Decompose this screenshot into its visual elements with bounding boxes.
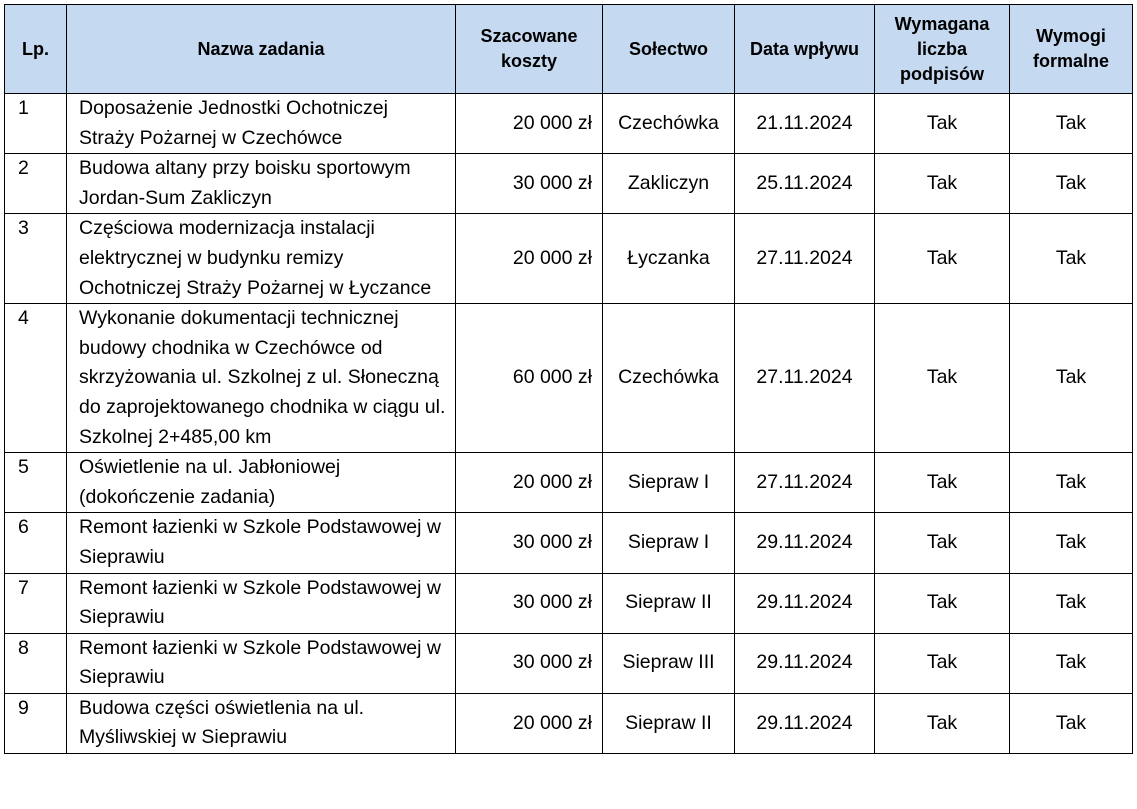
cell-village: Siepraw I — [603, 513, 735, 573]
header-signatures: Wymagana liczba podpisów — [875, 5, 1010, 94]
header-date: Data wpływu — [735, 5, 875, 94]
cell-signatures: Tak — [875, 513, 1010, 573]
cell-signatures: Tak — [875, 154, 1010, 214]
cell-date: 29.11.2024 — [735, 633, 875, 693]
cell-lp: 4 — [5, 304, 67, 453]
cell-formal: Tak — [1010, 304, 1133, 453]
cell-cost: 20 000 zł — [456, 94, 603, 154]
cell-village: Siepraw III — [603, 633, 735, 693]
cell-name: Remont łazienki w Szkole Podstawowej w Sieprawiu — [67, 633, 456, 693]
cell-formal: Tak — [1010, 573, 1133, 633]
header-formal: Wymogi formalne — [1010, 5, 1133, 94]
cell-cost: 20 000 zł — [456, 693, 603, 753]
cell-signatures: Tak — [875, 94, 1010, 154]
cell-cost: 20 000 zł — [456, 453, 603, 513]
cell-cost: 30 000 zł — [456, 633, 603, 693]
cell-name: Częściowa modernizacja instalacji elektrycznej w budynku remizy Ochotniczej Straży Pożarnej w Łyczance — [67, 214, 456, 304]
table-row — [5, 573, 1133, 633]
cell-signatures: Tak — [875, 214, 1010, 304]
cell-village: Czechówka — [603, 94, 735, 154]
cell-name: Budowa części oświetlenia na ul. Myśliwskiej w Sieprawiu — [67, 693, 456, 753]
table-row — [5, 693, 1133, 753]
table-row — [5, 304, 1133, 453]
tasks-table — [4, 4, 1133, 754]
cell-date: 25.11.2024 — [735, 154, 875, 214]
cell-signatures: Tak — [875, 304, 1010, 453]
cell-lp: 2 — [5, 154, 67, 214]
cell-signatures: Tak — [875, 573, 1010, 633]
cell-date: 27.11.2024 — [735, 304, 875, 453]
header-lp: Lp. — [5, 5, 67, 94]
cell-name: Remont łazienki w Szkole Podstawowej w Sieprawiu — [67, 573, 456, 633]
cell-cost: 30 000 zł — [456, 513, 603, 573]
cell-lp: 1 — [5, 94, 67, 154]
table-row — [5, 453, 1133, 513]
cell-formal: Tak — [1010, 513, 1133, 573]
cell-lp: 5 — [5, 453, 67, 513]
cell-formal: Tak — [1010, 214, 1133, 304]
cell-lp: 8 — [5, 633, 67, 693]
cell-village: Czechówka — [603, 304, 735, 453]
header-name: Nazwa zadania — [67, 5, 456, 94]
cell-village: Siepraw II — [603, 573, 735, 633]
table-row — [5, 513, 1133, 573]
cell-lp: 3 — [5, 214, 67, 304]
cell-name: Wykonanie dokumentacji technicznej budowy chodnika w Czechówce od skrzyżowania ul. Szkolnej z ul. Słoneczną do zaprojektowanego chodnika w ciągu ul. Szkolnej 2+485,00 km — [67, 304, 456, 453]
cell-formal: Tak — [1010, 633, 1133, 693]
table-row — [5, 154, 1133, 214]
cell-cost: 30 000 zł — [456, 573, 603, 633]
table-header-row — [5, 5, 1133, 94]
cell-signatures: Tak — [875, 633, 1010, 693]
table-row — [5, 633, 1133, 693]
header-village: Sołectwo — [603, 5, 735, 94]
cell-name: Oświetlenie na ul. Jabłoniowej (dokończenie zadania) — [67, 453, 456, 513]
table-row — [5, 214, 1133, 304]
cell-formal: Tak — [1010, 693, 1133, 753]
cell-cost: 60 000 zł — [456, 304, 603, 453]
cell-name: Budowa altany przy boisku sportowym Jordan-Sum Zakliczyn — [67, 154, 456, 214]
cell-signatures: Tak — [875, 453, 1010, 513]
cell-cost: 20 000 zł — [456, 214, 603, 304]
cell-lp: 7 — [5, 573, 67, 633]
cell-date: 29.11.2024 — [735, 573, 875, 633]
cell-lp: 9 — [5, 693, 67, 753]
cell-village: Siepraw I — [603, 453, 735, 513]
header-cost: Szacowane koszty — [456, 5, 603, 94]
cell-name: Doposażenie Jednostki Ochotniczej Straży Pożarnej w Czechówce — [67, 94, 456, 154]
cell-village: Łyczanka — [603, 214, 735, 304]
cell-village: Zakliczyn — [603, 154, 735, 214]
cell-lp: 6 — [5, 513, 67, 573]
table-row — [5, 94, 1133, 154]
cell-date: 27.11.2024 — [735, 214, 875, 304]
cell-village: Siepraw II — [603, 693, 735, 753]
cell-date: 27.11.2024 — [735, 453, 875, 513]
cell-date: 29.11.2024 — [735, 513, 875, 573]
cell-cost: 30 000 zł — [456, 154, 603, 214]
cell-formal: Tak — [1010, 94, 1133, 154]
cell-signatures: Tak — [875, 693, 1010, 753]
cell-formal: Tak — [1010, 453, 1133, 513]
cell-date: 29.11.2024 — [735, 693, 875, 753]
cell-name: Remont łazienki w Szkole Podstawowej w Sieprawiu — [67, 513, 456, 573]
cell-date: 21.11.2024 — [735, 94, 875, 154]
cell-formal: Tak — [1010, 154, 1133, 214]
